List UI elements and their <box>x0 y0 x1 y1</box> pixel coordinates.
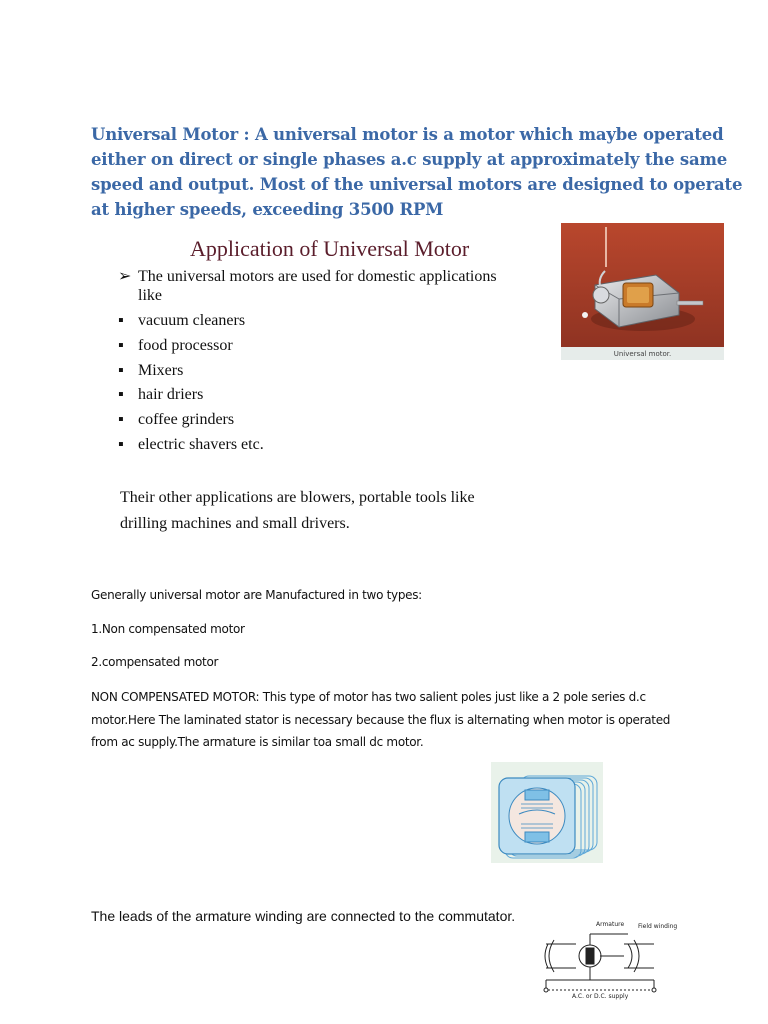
intro-line: at higher speeds, exceeding 3500 RPM <box>91 200 444 219</box>
laminated-stator-diagram <box>491 762 603 863</box>
types-heading: Generally universal motor are Manufactured in two types: <box>91 588 422 602</box>
type-item: 1.Non compensated motor <box>91 622 245 636</box>
square-bullet-icon: ▪ <box>118 436 124 453</box>
arrow-bullet-icon: ➢ <box>118 268 132 285</box>
list-item: ▪ Mixers <box>118 362 184 379</box>
intro-line: either on direct or single phases a.c supply at approximately the same <box>91 150 728 169</box>
list-item: ▪ food processor <box>118 337 233 354</box>
application-title: Application of Universal Motor <box>190 236 470 261</box>
square-bullet-icon: ▪ <box>118 362 124 379</box>
leads-text: The leads of the armature winding are connected to the commutator. <box>91 908 516 924</box>
list-item: ▪ hair driers <box>118 386 204 403</box>
other-applications: Their other applications are blowers, portable tools like drilling machines and small drivers. <box>120 489 475 532</box>
list-item: ▪ vacuum cleaners <box>118 312 246 329</box>
armature-label: Armature <box>596 921 625 928</box>
type-item: 2.compensated motor <box>91 655 219 669</box>
application-lead-text: The universal motors are used for domestic applications <box>138 268 497 285</box>
universal-motor-photo <box>561 223 724 360</box>
intro-line: Universal Motor : A universal motor is a motor which maybe operated <box>91 125 724 144</box>
list-item: ▪ coffee grinders <box>118 411 235 428</box>
photo-caption: Universal motor. <box>613 350 672 358</box>
square-bullet-icon: ▪ <box>118 386 124 403</box>
application-lead <box>118 266 497 286</box>
square-bullet-icon: ▪ <box>118 312 124 329</box>
square-bullet-icon: ▪ <box>118 337 124 354</box>
intro-paragraph <box>91 122 743 222</box>
wiring-schematic <box>528 914 688 1000</box>
motor-illustration <box>561 223 724 360</box>
application-lead-continued: like <box>138 287 162 304</box>
supply-label: A.C. or D.C. supply <box>572 993 629 1000</box>
armature-wiring-diagram <box>528 914 688 1000</box>
field-winding-label: Field winding <box>638 923 678 930</box>
intro-line: speed and output. Most of the universal motors are designed to operate <box>91 175 743 194</box>
square-bullet-icon: ▪ <box>118 411 124 428</box>
non-compensated-paragraph: NON COMPENSATED MOTOR: This type of motor has two salient poles just like a 2 pole series d.c motor.Here The laminated stator is necessary because the flux is alternating when motor is operated from ac supply.The armature is similar toa small dc motor. <box>91 690 671 749</box>
stator-illustration <box>491 762 603 863</box>
list-item: ▪ electric shavers etc. <box>118 436 264 453</box>
